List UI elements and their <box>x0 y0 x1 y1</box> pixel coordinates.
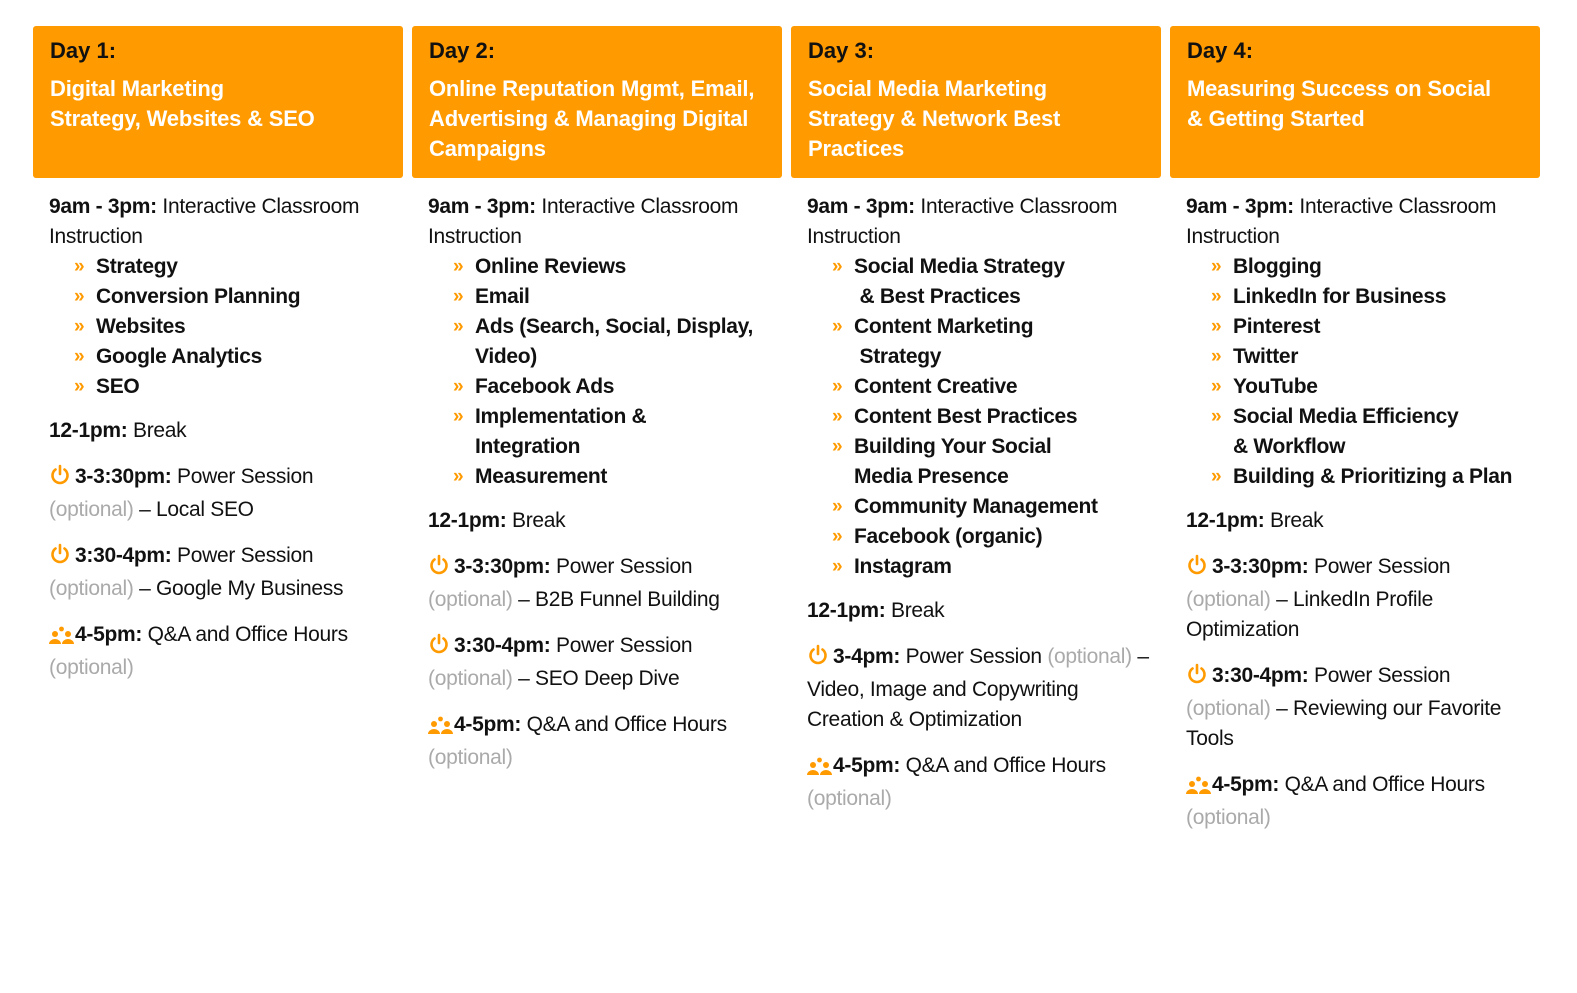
session-time: 4-5pm: <box>833 754 901 777</box>
session-topic: – B2B Funnel Building <box>518 588 720 611</box>
session-time: 3:30-4pm: <box>75 544 172 567</box>
session-text: Power Session <box>177 465 314 488</box>
power-icon <box>1186 554 1212 585</box>
instruction-line <box>807 192 1161 252</box>
topic-item <box>1211 252 1540 282</box>
power-icon <box>807 644 833 675</box>
topic-item <box>453 312 782 372</box>
topic-text: Social Media Efficiency & Workflow <box>1233 405 1459 458</box>
session-item <box>428 631 782 694</box>
chevron-icon: » <box>1211 346 1222 367</box>
session-item <box>1186 661 1540 754</box>
topic-item <box>453 282 782 312</box>
topic-text: LinkedIn for Business <box>1233 285 1447 308</box>
chevron-icon: » <box>832 556 843 577</box>
instruction-text: Interactive Classroom Instruction <box>807 195 1118 248</box>
topic-text: Conversion Planning <box>96 285 301 308</box>
session-time: 3:30-4pm: <box>1212 664 1309 687</box>
topic-list <box>428 252 782 492</box>
break-text: Break <box>132 419 187 442</box>
topic-text: Ads (Search, Social, Display, Video) <box>475 315 754 368</box>
session-item <box>807 642 1161 735</box>
topic-text: Pinterest <box>1233 315 1321 338</box>
session-text: Power Session <box>1314 664 1451 687</box>
session-time: 3-4pm: <box>833 645 901 668</box>
topic-text: Email <box>475 285 530 308</box>
day-body <box>791 178 1161 814</box>
session-time: 4-5pm: <box>1212 773 1280 796</box>
instruction-line <box>49 192 403 252</box>
topic-text: Twitter <box>1233 345 1299 368</box>
chevron-icon: » <box>1211 406 1222 427</box>
topic-item <box>832 432 1161 492</box>
topic-text: Facebook Ads <box>475 375 615 398</box>
day-title: Measuring Success on Social & Getting Started <box>1187 76 1491 131</box>
session-text: Power Session <box>556 555 693 578</box>
session-text: Power Session <box>556 634 693 657</box>
day-body <box>412 178 782 773</box>
topic-item <box>1211 372 1540 402</box>
session-item <box>1186 552 1540 645</box>
day-label: Day 2: <box>429 38 496 63</box>
people-icon <box>1186 773 1212 803</box>
day-label: Day 4: <box>1187 38 1254 63</box>
topic-item <box>832 492 1161 522</box>
topic-text: Online Reviews <box>475 255 627 278</box>
day-title: Social Media Marketing Strategy & Network Best Practices <box>808 76 1061 161</box>
chevron-icon: » <box>453 466 464 487</box>
break-line <box>807 596 1161 626</box>
session-item <box>428 710 782 773</box>
session-time: 3-3:30pm: <box>75 465 172 488</box>
session-text: Q&A and Office Hours <box>905 754 1106 777</box>
topic-text: Measurement <box>475 465 608 488</box>
instruction-time: 9am - 3pm: <box>1186 195 1294 218</box>
day-label: Day 3: <box>808 38 875 63</box>
session-text: Q&A and Office Hours <box>1284 773 1485 796</box>
day-header <box>33 26 403 178</box>
topic-item <box>453 372 782 402</box>
session-item <box>428 552 782 615</box>
session-topic: – LinkedIn Profile Optimization <box>1186 588 1433 641</box>
day-column-2 <box>412 26 782 833</box>
session-item <box>49 462 403 525</box>
topic-text: SEO <box>96 375 140 398</box>
chevron-icon: » <box>453 406 464 427</box>
session-time: 4-5pm: <box>75 623 143 646</box>
topic-item <box>74 342 403 372</box>
topic-item <box>1211 312 1540 342</box>
topic-item <box>1211 342 1540 372</box>
chevron-icon: » <box>74 316 85 337</box>
break-time: 12-1pm: <box>428 509 507 532</box>
instruction-time: 9am - 3pm: <box>428 195 536 218</box>
day-column-1 <box>33 26 403 833</box>
session-item <box>49 541 403 604</box>
chevron-icon: » <box>832 526 843 547</box>
session-time: 4-5pm: <box>454 713 522 736</box>
session-optional: (optional) <box>49 498 134 521</box>
topic-item <box>74 312 403 342</box>
day-title: Digital Marketing Strategy, Websites & SEO <box>50 76 315 131</box>
break-time: 12-1pm: <box>807 599 886 622</box>
session-topic: – Video, Image and Copywriting Creation & Optimization <box>807 645 1149 731</box>
session-text: Power Session <box>905 645 1042 668</box>
chevron-icon: » <box>832 316 843 337</box>
session-optional: (optional) <box>1186 697 1271 720</box>
topic-text: Blogging <box>1233 255 1322 278</box>
power-icon <box>428 554 454 585</box>
power-icon <box>428 633 454 664</box>
instruction-text: Interactive Classroom Instruction <box>49 195 360 248</box>
session-item <box>49 620 403 683</box>
people-icon <box>428 713 454 743</box>
chevron-icon: » <box>74 256 85 277</box>
session-item <box>807 751 1161 814</box>
chevron-icon: » <box>453 316 464 337</box>
session-optional: (optional) <box>428 746 513 769</box>
topic-item <box>1211 402 1540 462</box>
session-topic: – Local SEO <box>139 498 254 521</box>
session-time: 3-3:30pm: <box>1212 555 1309 578</box>
topic-item <box>453 402 782 462</box>
session-optional: (optional) <box>49 577 134 600</box>
topic-item <box>832 372 1161 402</box>
topic-item <box>832 402 1161 432</box>
people-icon <box>49 623 75 653</box>
topic-item <box>1211 462 1540 492</box>
chevron-icon: » <box>832 256 843 277</box>
day-body <box>1170 178 1540 833</box>
day-column-3 <box>791 26 1161 833</box>
chevron-icon: » <box>453 256 464 277</box>
session-optional: (optional) <box>428 667 513 690</box>
topic-text: YouTube <box>1233 375 1318 398</box>
topic-item <box>74 252 403 282</box>
topic-text: Building & Prioritizing a Plan <box>1233 465 1513 488</box>
topic-item <box>453 462 782 492</box>
chevron-icon: » <box>453 376 464 397</box>
break-line <box>428 506 782 536</box>
power-icon <box>1186 663 1212 694</box>
topic-list <box>1186 252 1540 492</box>
chevron-icon: » <box>832 376 843 397</box>
chevron-icon: » <box>453 286 464 307</box>
session-optional: (optional) <box>1186 588 1271 611</box>
session-item <box>1186 770 1540 833</box>
topic-text: Building Your Social Media Presence <box>854 435 1052 488</box>
chevron-icon: » <box>74 286 85 307</box>
topic-text: Community Management <box>854 495 1098 518</box>
day-header <box>791 26 1161 178</box>
topic-text: Websites <box>96 315 186 338</box>
break-time: 12-1pm: <box>49 419 128 442</box>
people-icon <box>807 754 833 784</box>
break-text: Break <box>1269 509 1324 532</box>
power-icon <box>49 464 75 495</box>
chevron-icon: » <box>74 346 85 367</box>
session-optional: (optional) <box>807 787 892 810</box>
session-text: Power Session <box>1314 555 1451 578</box>
session-text: Q&A and Office Hours <box>526 713 727 736</box>
topic-item <box>74 282 403 312</box>
chevron-icon: » <box>1211 256 1222 277</box>
topic-text: Content Creative <box>854 375 1018 398</box>
break-line <box>49 416 403 446</box>
day-column-4 <box>1170 26 1540 833</box>
topic-list <box>49 252 403 402</box>
topic-text: Google Analytics <box>96 345 262 368</box>
chevron-icon: » <box>832 436 843 457</box>
schedule-columns <box>33 26 1540 833</box>
topic-text: Implementation & Integration <box>475 405 647 458</box>
day-header <box>1170 26 1540 178</box>
session-text: Power Session <box>177 544 314 567</box>
topic-text: Strategy <box>96 255 178 278</box>
topic-item <box>453 252 782 282</box>
session-optional: (optional) <box>1047 645 1132 668</box>
topic-item <box>1211 282 1540 312</box>
session-topic: – SEO Deep Dive <box>518 667 680 690</box>
instruction-line <box>1186 192 1540 252</box>
break-text: Break <box>890 599 945 622</box>
session-topic: – Reviewing our Favorite Tools <box>1186 697 1502 750</box>
chevron-icon: » <box>1211 466 1222 487</box>
session-optional: (optional) <box>49 656 134 679</box>
topic-item <box>832 312 1161 372</box>
chevron-icon: » <box>1211 316 1222 337</box>
instruction-text: Interactive Classroom Instruction <box>1186 195 1497 248</box>
session-text: Q&A and Office Hours <box>147 623 348 646</box>
chevron-icon: » <box>832 496 843 517</box>
instruction-line <box>428 192 782 252</box>
power-icon <box>49 543 75 574</box>
break-time: 12-1pm: <box>1186 509 1265 532</box>
break-text: Break <box>511 509 566 532</box>
topic-text: Content Marketing Strategy <box>854 315 1034 368</box>
topic-list <box>807 252 1161 582</box>
break-line <box>1186 506 1540 536</box>
topic-text: Instagram <box>854 555 952 578</box>
day-title: Online Reputation Mgmt, Email, Advertising & Managing Digital Campaigns <box>429 76 755 161</box>
topic-text: Social Media Strategy & Best Practices <box>854 255 1065 308</box>
chevron-icon: » <box>1211 286 1222 307</box>
topic-text: Facebook (organic) <box>854 525 1043 548</box>
day-label: Day 1: <box>50 38 117 63</box>
chevron-icon: » <box>74 376 85 397</box>
topic-text: Content Best Practices <box>854 405 1078 428</box>
session-optional: (optional) <box>1186 806 1271 829</box>
topic-item <box>832 252 1161 312</box>
instruction-time: 9am - 3pm: <box>807 195 915 218</box>
session-time: 3:30-4pm: <box>454 634 551 657</box>
topic-item <box>832 552 1161 582</box>
instruction-text: Interactive Classroom Instruction <box>428 195 739 248</box>
chevron-icon: » <box>1211 376 1222 397</box>
topic-item <box>832 522 1161 552</box>
day-body <box>33 178 403 683</box>
session-time: 3-3:30pm: <box>454 555 551 578</box>
instruction-time: 9am - 3pm: <box>49 195 157 218</box>
topic-item <box>74 372 403 402</box>
session-topic: – Google My Business <box>139 577 344 600</box>
day-header <box>412 26 782 178</box>
session-optional: (optional) <box>428 588 513 611</box>
chevron-icon: » <box>832 406 843 427</box>
